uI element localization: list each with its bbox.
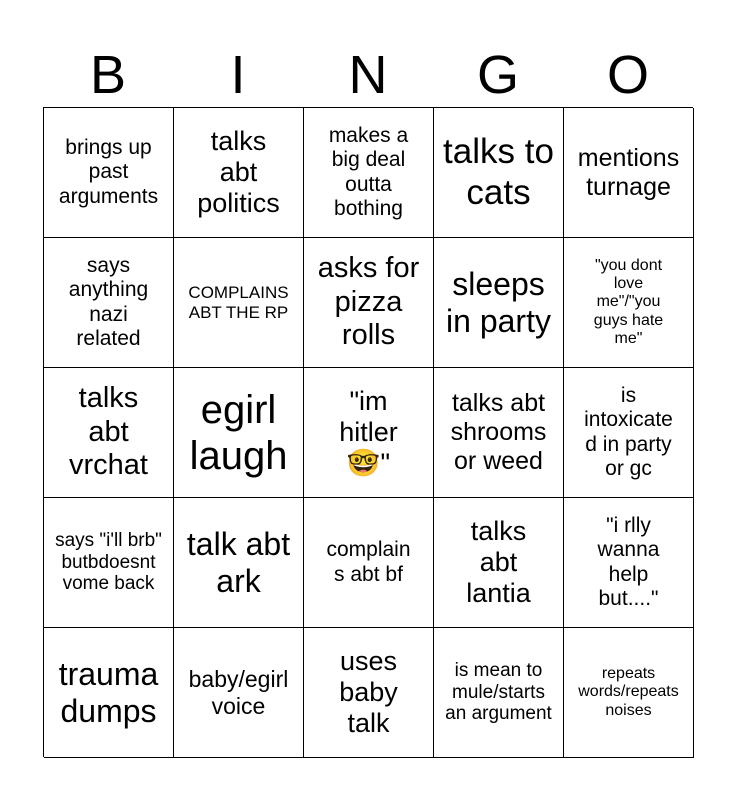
bingo-cell-3-4[interactable]: talks abt shrooms or weed — [434, 368, 564, 498]
bingo-board — [43, 107, 693, 757]
header-letter-g: G — [476, 45, 519, 105]
bingo-cell-1-1[interactable]: brings up past arguments — [44, 108, 174, 238]
bingo-header — [43, 44, 693, 106]
bingo-cell-5-1[interactable]: trauma dumps — [44, 628, 174, 758]
bingo-cell-1-4[interactable]: talks to cats — [434, 108, 564, 238]
bingo-cell-5-5[interactable]: repeats words/repeats noises — [564, 628, 694, 758]
bingo-cell-3-2[interactable]: egirl laugh — [174, 368, 304, 498]
bingo-cell-2-4[interactable]: sleeps in party — [434, 238, 564, 368]
bingo-cell-4-5[interactable]: "i rlly wanna help but...." — [564, 498, 694, 628]
bingo-cell-1-3[interactable]: makes a big deal outta bothing — [304, 108, 434, 238]
header-letter-n: N — [348, 45, 388, 105]
bingo-cell-3-3[interactable]: "im hitler 🤓" — [304, 368, 434, 498]
bingo-cell-4-3[interactable]: complains abt bf — [304, 498, 434, 628]
bingo-cell-5-2[interactable]: baby/egirl voice — [174, 628, 304, 758]
bingo-cell-5-4[interactable]: is mean to mule/starts an argument — [434, 628, 564, 758]
header-letter-o: O — [606, 45, 649, 105]
bingo-cell-2-1[interactable]: says anything nazi related — [44, 238, 174, 368]
bingo-cell-3-5[interactable]: is intoxicated in party or gc — [564, 368, 694, 498]
bingo-cell-2-5[interactable]: "you dont love me"/"you guys hate me" — [564, 238, 694, 368]
bingo-cell-3-1[interactable]: talks abt vrchat — [44, 368, 174, 498]
bingo-cell-4-2[interactable]: talk abt ark — [174, 498, 304, 628]
bingo-cell-1-2[interactable]: talks abt politics — [174, 108, 304, 238]
bingo-cell-5-3[interactable]: uses baby talk — [304, 628, 434, 758]
bingo-cell-2-3[interactable]: asks for pizza rolls — [304, 238, 434, 368]
header-letter-i: I — [230, 45, 246, 105]
header-letter-b: B — [89, 45, 127, 105]
bingo-cell-4-1[interactable]: says "i'll brb" butbdoesnt vome back — [44, 498, 174, 628]
bingo-cell-2-2[interactable]: COMPLAINS ABT THE RP — [174, 238, 304, 368]
bingo-cell-4-4[interactable]: talks abt lantia — [434, 498, 564, 628]
bingo-cell-1-5[interactable]: mentions turnage — [564, 108, 694, 238]
